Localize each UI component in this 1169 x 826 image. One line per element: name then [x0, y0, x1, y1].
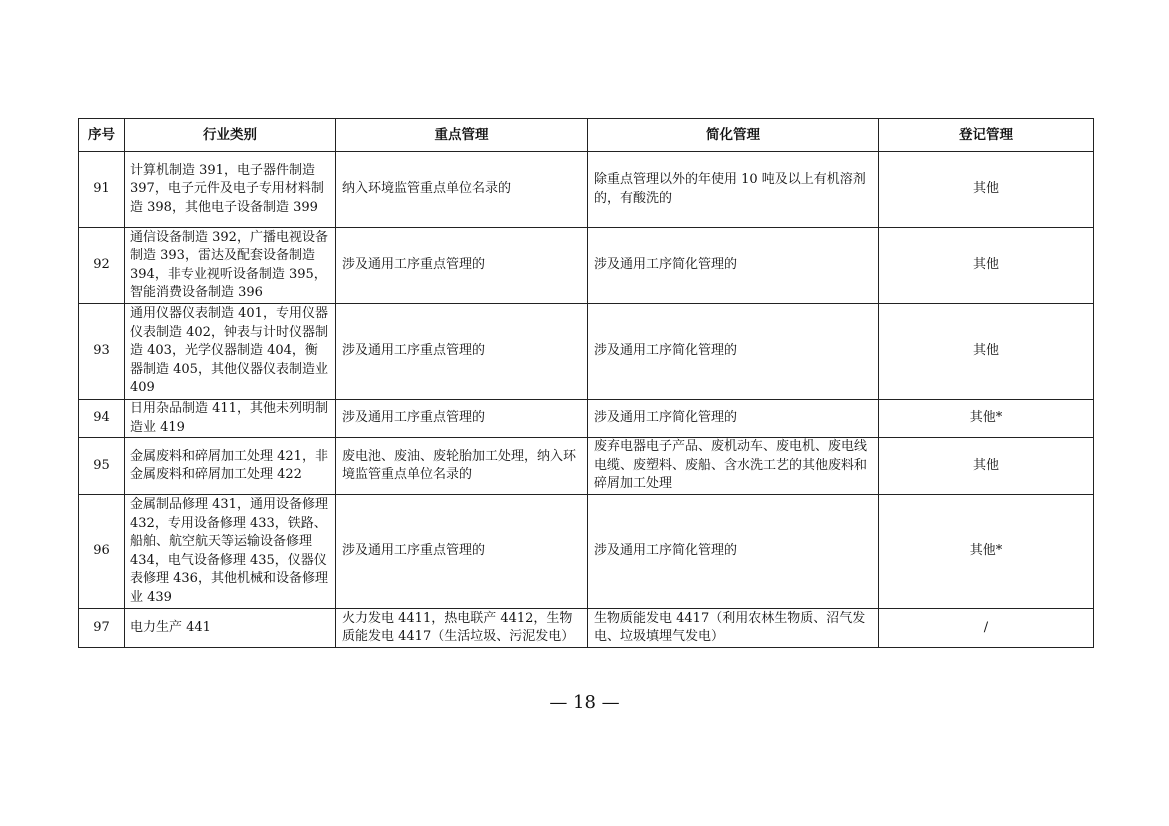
row-industry: 金属制品修理 431，通用设备修理 432，专用设备修理 433，铁路、船舶、航空航天等运输设备修理 434，电气设备修理 435，仪器仪表修理 436，其他机械和设备修理业 439: [125, 495, 336, 609]
table-row: [79, 400, 1094, 438]
row-serial: 94: [79, 400, 125, 438]
row-simplified: 涉及通用工序简化管理的: [588, 304, 879, 400]
row-industry: 通用仪器仪表制造 401，专用仪器仪表制造 402，钟表与计时仪器制造 403，光学仪器制造 404，衡器制造 405，其他仪器仪表制造业 409: [125, 304, 336, 400]
table-row: [79, 609, 1094, 648]
row-industry: 通信设备制造 392，广播电视设备制造 393，雷达及配套设备制造 394，非专业视听设备制造 395，智能消费设备制造 396: [125, 228, 336, 304]
row-simplified: 生物质能发电 4417（利用农林生物质、沼气发电、垃圾填埋气发电）: [588, 609, 879, 648]
row-key: 纳入环境监管重点单位名录的: [336, 152, 588, 228]
row-key: 涉及通用工序重点管理的: [336, 400, 588, 438]
row-industry: 金属废料和碎屑加工处理 421，非金属废料和碎屑加工处理 422: [125, 438, 336, 495]
row-industry: 电力生产 441: [125, 609, 336, 648]
row-industry: 日用杂品制造 411，其他未列明制造业 419: [125, 400, 336, 438]
row-key: 火力发电 4411，热电联产 4412，生物质能发电 4417（生活垃圾、污泥发电）: [336, 609, 588, 648]
row-key: 涉及通用工序重点管理的: [336, 495, 588, 609]
row-key: 废电池、废油、废轮胎加工处理，纳入环境监管重点单位名录的: [336, 438, 588, 495]
row-simplified: 除重点管理以外的年使用 10 吨及以上有机溶剂的，有酸洗的: [588, 152, 879, 228]
row-registration: 其他*: [879, 400, 1094, 438]
header-key-management: 重点管理: [336, 119, 588, 152]
regulation-table: [78, 118, 1094, 648]
header-simplified-management: 简化管理: [588, 119, 879, 152]
row-serial: 91: [79, 152, 125, 228]
table-row: [79, 495, 1094, 609]
header-registration-management: 登记管理: [879, 119, 1094, 152]
row-industry: 计算机制造 391，电子器件制造 397，电子元件及电子专用材料制造 398，其他电子设备制造 399: [125, 152, 336, 228]
row-key: 涉及通用工序重点管理的: [336, 228, 588, 304]
table-row: [79, 304, 1094, 400]
row-registration: 其他: [879, 152, 1094, 228]
row-registration: 其他: [879, 304, 1094, 400]
page-number: — 18 —: [549, 692, 620, 713]
row-simplified: 废弃电器电子产品、废机动车、废电机、废电线电缆、废塑料、废船、含水洗工艺的其他废料和碎屑加工处理: [588, 438, 879, 495]
row-registration: 其他: [879, 438, 1094, 495]
table-header-row: [79, 119, 1094, 152]
row-registration: 其他: [879, 228, 1094, 304]
row-serial: 97: [79, 609, 125, 648]
table-row: [79, 152, 1094, 228]
row-simplified: 涉及通用工序简化管理的: [588, 228, 879, 304]
header-serial: 序号: [79, 119, 125, 152]
row-simplified: 涉及通用工序简化管理的: [588, 400, 879, 438]
header-industry: 行业类别: [125, 119, 336, 152]
row-serial: 95: [79, 438, 125, 495]
table-row: [79, 438, 1094, 495]
row-key: 涉及通用工序重点管理的: [336, 304, 588, 400]
row-serial: 93: [79, 304, 125, 400]
row-registration: /: [879, 609, 1094, 648]
row-serial: 92: [79, 228, 125, 304]
row-registration: 其他*: [879, 495, 1094, 609]
table-row: [79, 228, 1094, 304]
row-simplified: 涉及通用工序简化管理的: [588, 495, 879, 609]
row-serial: 96: [79, 495, 125, 609]
